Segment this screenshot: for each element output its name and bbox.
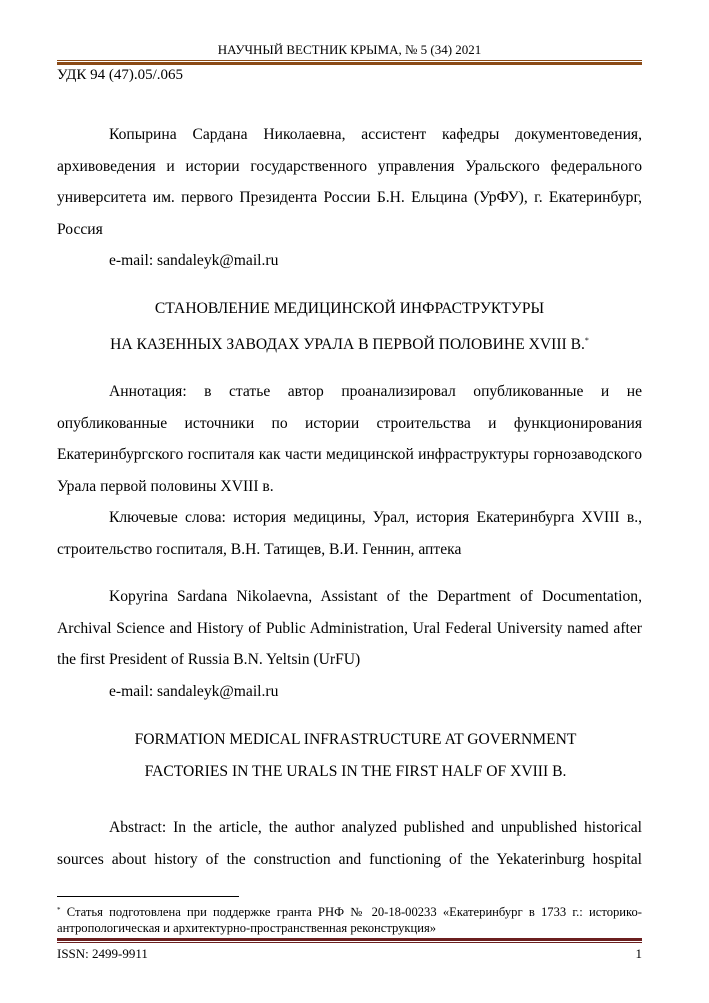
header-rule bbox=[57, 60, 642, 65]
footer-rule-thin bbox=[57, 942, 642, 943]
footnote-separator bbox=[57, 896, 239, 897]
abstract-en: Abstract: In the article, the author analyzed published and unpublished historical sources about history of the construction and functioning of the Yekaterinburg hospital bbox=[57, 819, 642, 868]
abstract-block-ru bbox=[57, 376, 642, 566]
footer-rule-thick bbox=[57, 938, 642, 941]
footer-rule bbox=[57, 938, 642, 943]
footnote bbox=[57, 903, 642, 936]
title-ru-line1: СТАНОВЛЕНИЕ МЕДИЦИНСКОЙ ИНФРАСТРУКТУРЫ bbox=[154, 300, 545, 317]
title-ru-line2: НА КАЗЕННЫХ ЗАВОДАХ УРАЛА В ПЕРВОЙ ПОЛОВИНЕ XVIII В. bbox=[110, 335, 585, 353]
page-number: 1 bbox=[635, 946, 642, 961]
author-affiliation-ru: Копырина Сардана Николаевна, ассистент кафедры документоведения, архивоведения и истории государственного управления Уральского федерального университета им. первого Президента России Б.Н. Ельцина (УрФУ), г. Екатеринбург, Россия bbox=[57, 126, 642, 238]
udk-code: УДК 94 (47).05/.065 bbox=[57, 67, 183, 83]
title-en-line1: FORMATION MEDICAL INFRASTRUCTURE AT GOVERNMENT bbox=[134, 731, 577, 748]
abstract-block-en bbox=[57, 812, 642, 875]
footnote-reference[interactable]: * bbox=[584, 335, 589, 345]
title-ru-line2-wrap bbox=[57, 325, 642, 361]
author-block-en bbox=[57, 581, 642, 707]
title-en bbox=[57, 724, 642, 787]
footnote-text: Статья подготовлена при поддержке гранта РНФ № 20-18-00233 «Екатеринбург в 1733 г.: историко-антропологическая и архитектурно-пространственная реконструкция» bbox=[57, 905, 642, 935]
title-en-line2: FACTORIES IN THE URALS IN THE FIRST HALF OF XVIII B. bbox=[144, 762, 567, 780]
keywords-ru: Ключевые слова: история медицины, Урал, история Екатеринбурга XVIII в., строительство госпиталя, В.Н. Татищев, В.И. Геннин, аптека bbox=[57, 509, 642, 558]
abstract-ru: Аннотация: в статье автор проанализировал опубликованные и не опубликованные источники по истории строительства и функционирования Екатеринбургского госпиталя как части медицинской инфраструктуры горнозаводского Урала первой половины XVIII в. bbox=[57, 383, 642, 495]
author-block-ru bbox=[57, 119, 642, 277]
author-affiliation-en: Kopyrina Sardana Nikolaevna, Assistant of the Department of Documentation, Archival Science and History of Public Administration, Ural Federal University named after the first President of Russia B.N. Yeltsin (UrFU) bbox=[57, 588, 642, 669]
author-email-ru[interactable]: e-mail: sandaleyk@mail.ru bbox=[109, 252, 279, 270]
footnote-mark: * bbox=[57, 906, 61, 914]
header-rule-thick bbox=[57, 62, 642, 65]
header-rule-thin bbox=[57, 60, 642, 61]
title-ru bbox=[57, 293, 642, 360]
issn: ISSN: 2499-9911 bbox=[57, 946, 148, 961]
running-head: НАУЧНЫЙ ВЕСТНИК КРЫМА, № 5 (34) 2021 bbox=[217, 42, 482, 57]
author-email-en[interactable]: e-mail: sandaleyk@mail.ru bbox=[109, 682, 279, 700]
